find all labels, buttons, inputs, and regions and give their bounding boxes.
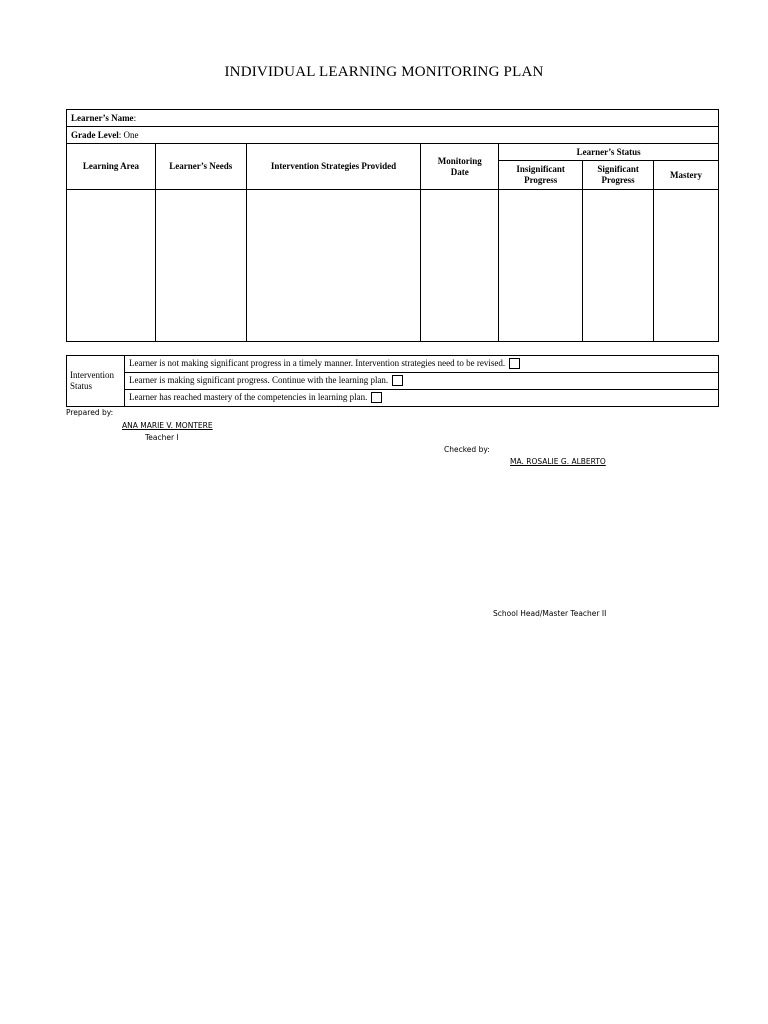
cell-insignificant-progress[interactable] [499,190,583,342]
cell-monitoring-date[interactable] [421,190,499,342]
header-learners-needs: Learner’s Needs [155,144,246,190]
header-insignificant-progress [499,161,583,190]
grade-level-row: Grade Level: One [67,127,719,144]
header-learners-status: Learner’s Status [499,144,719,161]
status-option-continue [125,373,719,390]
cell-significant-progress[interactable] [583,190,654,342]
monitoring-plan-table [66,109,719,342]
cell-intervention-strategies[interactable] [246,190,421,342]
header-intervention-strategies: Intervention Strategies Provided [246,144,421,190]
document-title: INDIVIDUAL LEARNING MONITORING PLAN [224,64,544,80]
header-learning-area: Learning Area [67,144,156,190]
prepared-by-position: Teacher I [145,433,179,442]
intervention-status-label-line1: Intervention [70,370,114,380]
checked-by-label: Checked by: [444,445,490,454]
cell-learners-needs[interactable] [155,190,246,342]
intervention-status-label [67,356,125,407]
checked-by-name: MA. ROSALIE G. ALBERTO [510,457,606,466]
header-insignificant-line2: Progress [524,175,558,185]
checked-by-position: School Head/Master Teacher II [493,609,607,618]
status-option-mastery [125,390,719,407]
cell-learning-area[interactable] [67,190,156,342]
learner-name-row: Learner’s Name: [67,110,719,127]
header-significant-progress [583,161,654,190]
header-monitoring-date [421,144,499,190]
header-significant-line2: Progress [601,175,635,185]
header-mastery: Mastery [654,161,719,190]
status-option-continue-text: Learner is making significant progress. Continue with the learning plan. [129,375,389,386]
status-revise-checkbox[interactable] [509,358,520,369]
status-option-revise-text: Learner is not making significant progress in a timely manner. Intervention strategies need to be revised. [129,358,506,369]
header-monitoring-date-line1: Monitoring [437,155,482,166]
status-option-mastery-text: Learner has reached mastery of the competencies in learning plan. [129,392,368,403]
header-significant-line1: Significant [597,164,639,174]
prepared-by-label: Prepared by: [66,408,114,417]
intervention-status-table [66,355,719,407]
learner-name-label: Learner’s Name [71,113,134,123]
status-mastery-checkbox[interactable] [371,392,382,403]
intervention-status-label-line2: Status [70,381,93,391]
status-continue-checkbox[interactable] [392,375,403,386]
table-row [67,190,719,342]
header-insignificant-line1: Insignificant [516,164,565,174]
cell-mastery[interactable] [654,190,719,342]
grade-level-label: Grade Level [71,130,119,140]
status-option-revise [125,356,719,373]
prepared-by-name: ANA MARIE V. MONTERE [122,421,213,430]
grade-level-value[interactable]: One [123,130,139,140]
header-monitoring-date-line2: Date [450,166,469,177]
